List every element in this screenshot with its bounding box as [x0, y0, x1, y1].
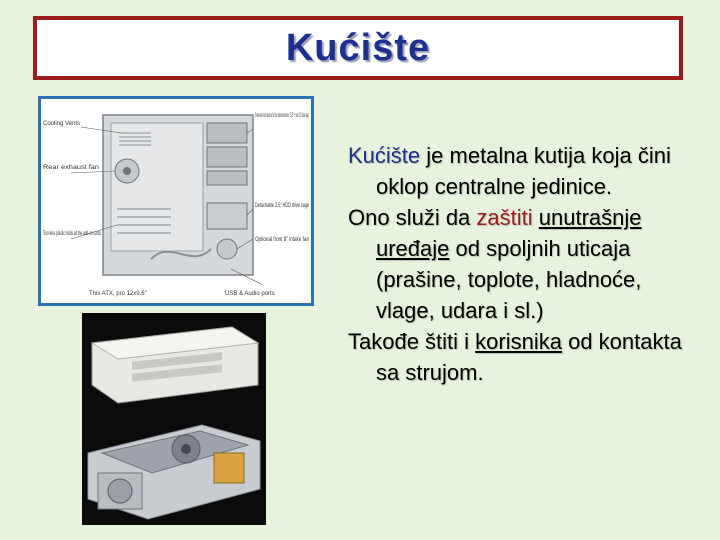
- label-detachable-hdd: Detachable 3.5" HDD drive cage: [255, 203, 310, 209]
- keyword-zastiti: zaštiti: [476, 205, 533, 230]
- title-box: [33, 16, 683, 80]
- user-safety-intro: Takođe štiti i: [348, 329, 476, 354]
- protection-intro: Ono služi da: [348, 205, 477, 230]
- slide-title: Kućište: [285, 26, 431, 69]
- case-photo-drawing: [82, 313, 266, 525]
- paragraph-definition: [348, 140, 698, 202]
- case-photo: [82, 313, 266, 525]
- label-optional-front-fan: Optional front 8" intake fan: [255, 237, 309, 243]
- paragraph-protection: [348, 202, 698, 326]
- label-cooling-vents: Cooling Vents: [43, 121, 81, 127]
- label-tool-less-plastic: Tool-less plastic holds all the add-on cards: [43, 231, 101, 237]
- user-word: korisnika: [475, 329, 562, 354]
- label-drive-cage: Screw-less lock devices for four internal devices: 5.25" + two 3.5" drive bays: [255, 113, 309, 119]
- case-interior-diagram: [38, 96, 314, 306]
- internal-devices-phrase: unutrašnje uređaje: [376, 205, 642, 261]
- paragraph-user-safety: [348, 326, 698, 388]
- body-text: [348, 140, 698, 388]
- user-safety-rest: od kontakta sa strujom.: [376, 329, 682, 385]
- case-interior-drawing: [41, 99, 311, 303]
- label-usb-audio: USB & Audio ports: [225, 291, 275, 297]
- definition-text: je metalna kutija koja čini oklop centralne jedinice.: [376, 143, 671, 199]
- term-kuciste: Kućište: [348, 143, 421, 168]
- label-dimensions: This ATX, pro 12x9.6": [89, 291, 147, 297]
- protection-rest: od spoljnih uticaja (prašine, toplote, hladnoće, vlage, udara i sl.): [376, 236, 642, 323]
- label-rear-exhaust-fan: Rear exhaust fan: [43, 165, 99, 171]
